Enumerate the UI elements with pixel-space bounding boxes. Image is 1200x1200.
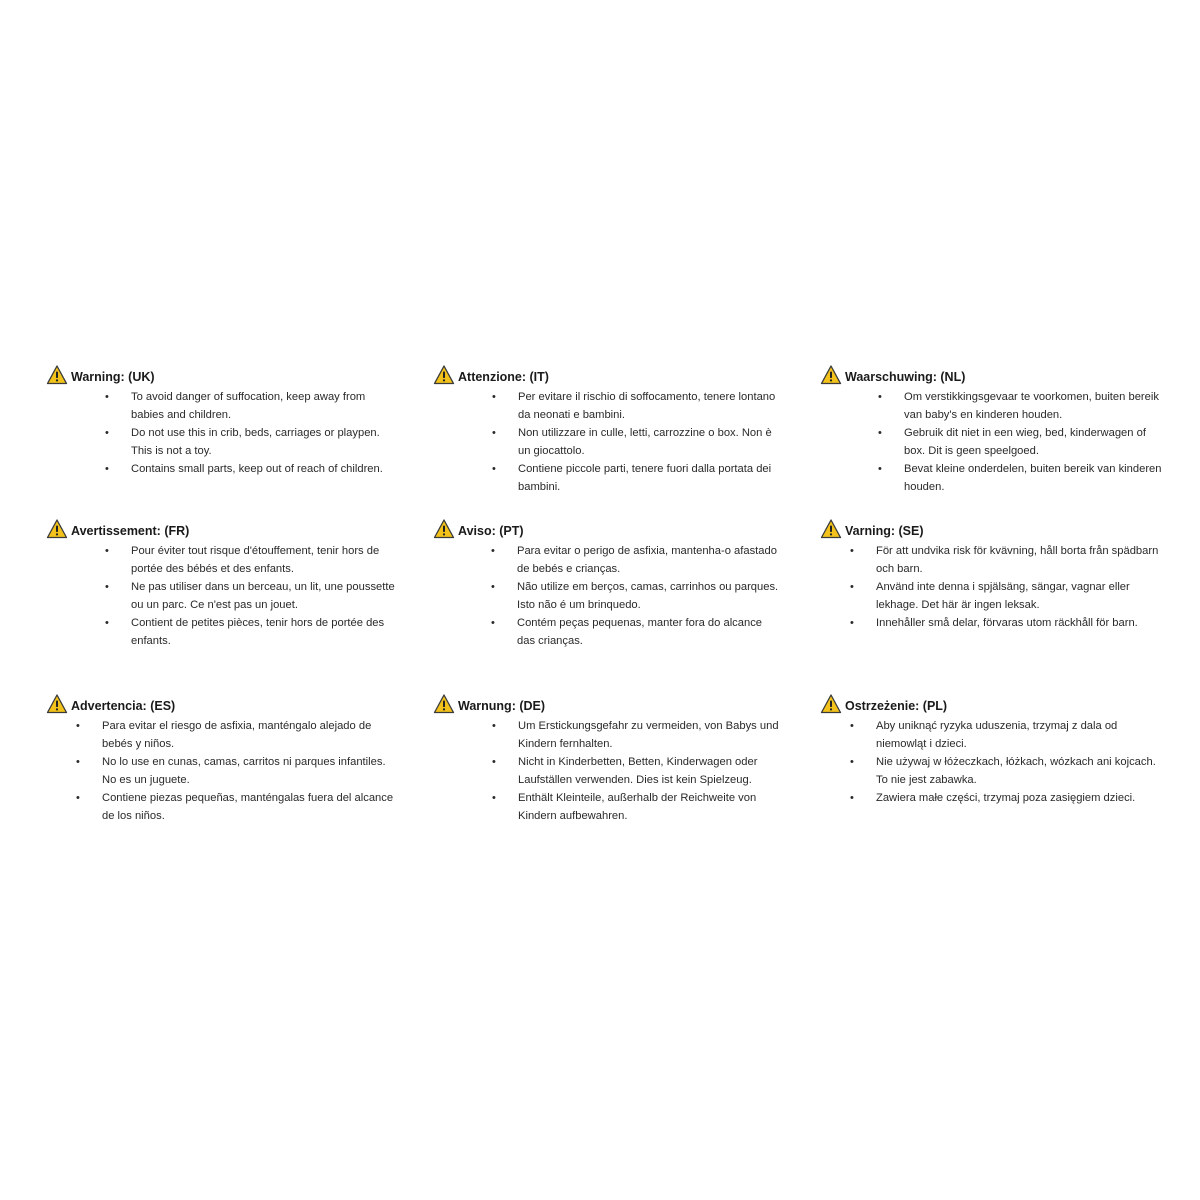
- warning-header: [433, 689, 783, 715]
- list-item: • Pour éviter tout risque d'étouffement, tenir hors de portée des bébés et des enfants.: [131, 542, 396, 578]
- list-item: • Para evitar o perigo de asfixia, mantenha-o afastado de bebés e crianças.: [517, 542, 783, 578]
- warning-list: [820, 717, 1170, 807]
- warning-list: [46, 388, 396, 478]
- warning-block-uk: [46, 360, 396, 478]
- warning-triangle-icon: [46, 693, 68, 715]
- warning-header: [433, 514, 783, 540]
- warning-triangle-icon: [433, 518, 455, 540]
- list-item: • Non utilizzare in culle, letti, carrozzine o box. Non è un giocattolo.: [518, 424, 783, 460]
- list-item: • Enthält Kleinteile, außerhalb der Reichweite von Kindern aufbewahren.: [518, 789, 783, 825]
- list-item: • Um Erstickungsgefahr zu vermeiden, von Babys und Kindern fernhalten.: [518, 717, 783, 753]
- list-item: • Zawiera małe części, trzymaj poza zasięgiem dzieci.: [876, 789, 1170, 807]
- list-item: • Innehåller små delar, förvaras utom räckhåll för barn.: [876, 614, 1170, 632]
- warning-title: Warning: (UK): [71, 370, 155, 384]
- list-item: • Para evitar el riesgo de asfixia, manténgalo alejado de bebés y niños.: [102, 717, 396, 753]
- warning-title: Aviso: (PT): [458, 524, 524, 538]
- warning-triangle-icon: [820, 364, 842, 386]
- warning-triangle-icon: [820, 693, 842, 715]
- list-item: • Bevat kleine onderdelen, buiten bereik van kinderen houden.: [904, 460, 1170, 496]
- warning-block-se: [820, 514, 1170, 632]
- list-item: • Om verstikkingsgevaar te voorkomen, buiten bereik van baby's en kinderen houden.: [904, 388, 1170, 424]
- warning-triangle-icon: [433, 693, 455, 715]
- warning-header: [820, 360, 1170, 386]
- list-item: • För att undvika risk för kvävning, håll borta från spädbarn och barn.: [876, 542, 1170, 578]
- warning-block-pl: [820, 689, 1170, 807]
- list-item: • To avoid danger of suffocation, keep away from babies and children.: [131, 388, 396, 424]
- warning-title: Advertencia: (ES): [71, 699, 176, 713]
- list-item: • Contains small parts, keep out of reach of children.: [131, 460, 396, 478]
- warning-title: Avertissement: (FR): [71, 524, 190, 538]
- warning-block-pt: [433, 514, 783, 650]
- warning-header: [433, 360, 783, 386]
- list-item: • Do not use this in crib, beds, carriages or playpen. This is not a toy.: [131, 424, 396, 460]
- warning-triangle-icon: [820, 518, 842, 540]
- list-item: • Contiene piccole parti, tenere fuori dalla portata dei bambini.: [518, 460, 783, 496]
- warning-title: Waarschuwing: (NL): [845, 370, 966, 384]
- warning-list: [820, 388, 1170, 496]
- list-item: • No lo use en cunas, camas, carritos ni parques infantiles. No es un juguete.: [102, 753, 396, 789]
- list-item: • Contém peças pequenas, manter fora do alcance das crianças.: [517, 614, 783, 650]
- warning-header: [820, 689, 1170, 715]
- warning-header: [820, 514, 1170, 540]
- list-item: • Não utilize em berços, camas, carrinhos ou parques. Isto não é um brinquedo.: [517, 578, 783, 614]
- warning-block-nl: [820, 360, 1170, 496]
- list-item: • Aby uniknąć ryzyka uduszenia, trzymaj z dala od niemowląt i dzieci.: [876, 717, 1170, 753]
- warning-list: [46, 542, 396, 650]
- warning-list: [46, 717, 396, 825]
- list-item: • Nie używaj w łóżeczkach, łóżkach, wózkach ani kojcach. To nie jest zabawka.: [876, 753, 1170, 789]
- list-item: • Använd inte denna i spjälsäng, sängar, vagnar eller lekhage. Det här är ingen leksak.: [876, 578, 1170, 614]
- list-item: • Nicht in Kinderbetten, Betten, Kinderwagen oder Laufställen verwenden. Dies ist kein Spielzeug.: [518, 753, 783, 789]
- warning-list: [433, 388, 783, 496]
- warning-title: Varning: (SE): [845, 524, 924, 538]
- warning-title: Attenzione: (IT): [458, 370, 549, 384]
- warning-block-de: [433, 689, 783, 825]
- list-item: • Per evitare il rischio di soffocamento, tenere lontano da neonati e bambini.: [518, 388, 783, 424]
- warning-block-fr: [46, 514, 396, 650]
- warning-title: Ostrzeżenie: (PL): [845, 699, 948, 713]
- warning-header: [46, 514, 396, 540]
- warning-triangle-icon: [433, 364, 455, 386]
- warning-list: [820, 542, 1170, 632]
- warning-list: [433, 542, 783, 650]
- warning-header: [46, 360, 396, 386]
- warning-block-it: [433, 360, 783, 496]
- warning-list: [433, 717, 783, 825]
- warning-header: [46, 689, 396, 715]
- warning-title: Warnung: (DE): [458, 699, 546, 713]
- list-item: • Contient de petites pièces, tenir hors de portée des enfants.: [131, 614, 396, 650]
- warning-triangle-icon: [46, 364, 68, 386]
- list-item: • Ne pas utiliser dans un berceau, un lit, une poussette ou un parc. Ce n'est pas un jouet.: [131, 578, 396, 614]
- list-item: • Gebruik dit niet in een wieg, bed, kinderwagen of box. Dit is geen speelgoed.: [904, 424, 1170, 460]
- list-item: • Contiene piezas pequeñas, manténgalas fuera del alcance de los niños.: [102, 789, 396, 825]
- warning-triangle-icon: [46, 518, 68, 540]
- warning-block-es: [46, 689, 396, 825]
